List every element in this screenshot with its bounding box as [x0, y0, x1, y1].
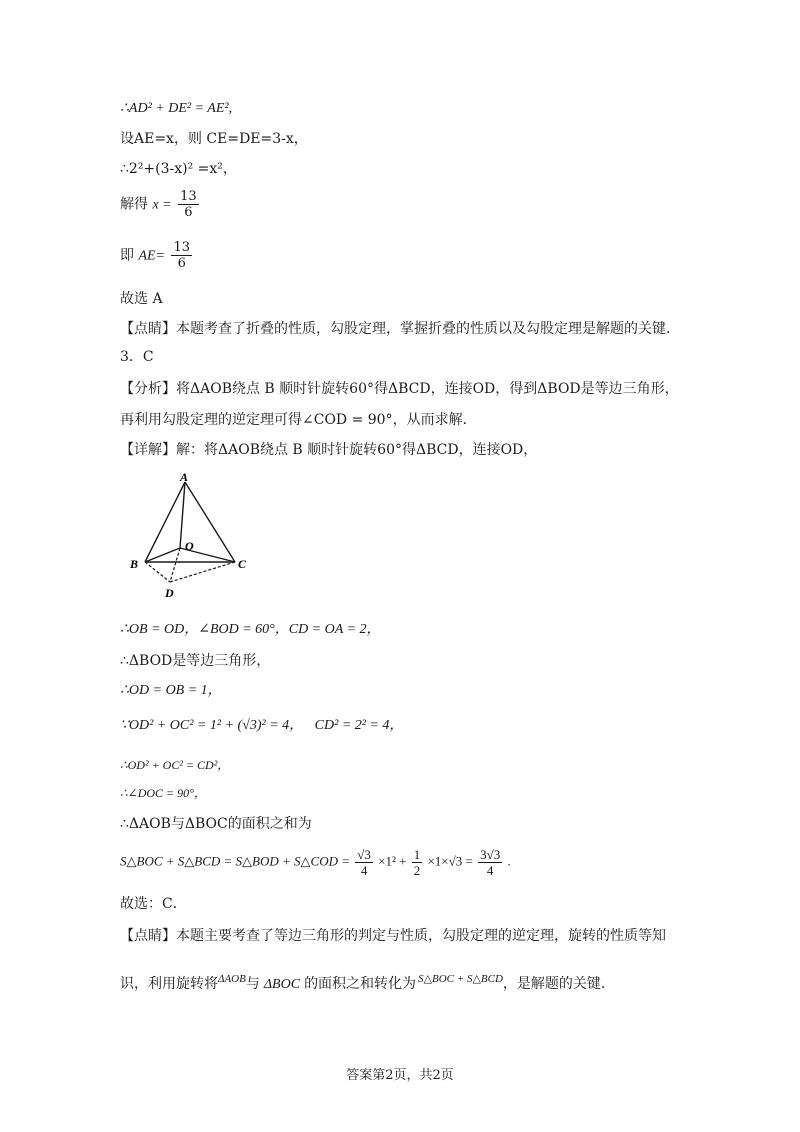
fraction-3sqrt3-4 [478, 848, 502, 877]
area-mid-2: ×1×√3 = [427, 853, 473, 869]
area-end: . [507, 853, 511, 869]
pythagoras-sum: ∵OD² + OC² = 1² + (√3)² = 4， [120, 718, 304, 733]
vertex-label-d: D [165, 586, 174, 600]
fraction-numerator: √3 [357, 847, 371, 862]
text-line-2: 设AE=x，则 CE=DE=3-x， [120, 131, 308, 147]
comment-triangle-boc: ΔBOC [263, 977, 301, 992]
fraction-numerator: 3√3 [480, 847, 501, 862]
fraction-13-6-a [178, 190, 199, 219]
comment-line-2: 【点睛】本题主要考查了等边三角形的判定与性质，勾股定理的逆定理，旋转的性质等知 [120, 928, 666, 944]
detail-line-1: 【详解】解：将ΔAOB绕点 B 顺时针旋转60°得ΔBCD，连接OD， [120, 442, 538, 458]
detail-line-2: ∴OB = OD，∠BOD = 60°，CD = OA = 2， [120, 622, 381, 637]
equation-line-1: ∴AD² + DE² = AE², [120, 101, 233, 116]
fraction-sqrt3-4 [355, 848, 373, 877]
analysis-line-1: 【分析】将ΔAOB绕点 B 顺时针旋转60°得ΔBCD，连接OD，得到ΔBOD是等边三角形， [120, 381, 679, 397]
fraction-denominator: 2 [413, 863, 421, 878]
fraction-numerator: 1 [413, 847, 421, 862]
analysis-line-2: 再利用勾股定理的逆定理可得∠COD = 90°，从而求解． [120, 412, 477, 428]
fraction-denominator: 6 [177, 256, 186, 271]
fraction-numerator: 13 [173, 240, 191, 255]
solution-ae-line [120, 241, 194, 270]
comment-part-c: 与 [245, 976, 260, 992]
page-footer: 答案第2页，共2页 [346, 1068, 454, 1083]
fraction-13-6-b [171, 241, 192, 270]
edge-od [170, 548, 180, 582]
detail-line-3: ∴ΔBOD是等边三角形， [120, 653, 271, 669]
fraction-denominator: 6 [184, 205, 193, 220]
comment-part-e: 的面积之和转化为 [304, 976, 417, 992]
fraction-denominator: 4 [360, 863, 368, 878]
comment-line-3 [120, 974, 615, 992]
solution-x-var: x = [152, 197, 172, 213]
comment-line-1: 【点睛】本题考查了折叠的性质，勾股定理，掌握折叠的性质以及勾股定理是解题的关键． [120, 321, 680, 337]
solution-ae-var: AE= [138, 248, 166, 264]
comment-part-a: 识，利用旋转将 [120, 976, 218, 992]
edge-cd [170, 562, 235, 582]
vertex-label-o: O [185, 539, 194, 553]
area-equation-line [120, 848, 511, 877]
triangle-diagram [128, 470, 258, 610]
answer-line-a: 故选 A [120, 291, 163, 307]
comment-triangle-aob: ΔAOB [218, 973, 246, 985]
fraction-numerator: 13 [180, 189, 197, 204]
solution-ae-prefix: 即 [120, 247, 134, 264]
detail-line-7: ∴∠DOC = 90°， [120, 786, 206, 800]
vertex-label-a: A [180, 470, 189, 484]
area-mid-1: ×1² + [378, 853, 407, 869]
fraction-1-2 [412, 848, 423, 877]
solution-x-prefix: 解得 [120, 196, 148, 213]
question-number-3: 3．C [120, 349, 154, 365]
solution-x-line [120, 190, 201, 219]
edge-bd [145, 562, 170, 582]
comment-part-g: ，是解题的关键． [502, 976, 615, 992]
answer-line-c: 故选：C． [120, 896, 187, 912]
detail-line-8: ∴ΔAOB与ΔBOC的面积之和为 [120, 816, 312, 832]
vertex-label-b: B [130, 557, 139, 571]
vertex-label-c: C [238, 557, 247, 571]
detail-line-4: ∴OD = OB = 1， [120, 683, 222, 698]
equation-line-3: ∴2²+(3-x)² =x²， [120, 161, 237, 177]
detail-line-6: ∴OD² + OC² = CD²， [120, 758, 230, 772]
area-lhs: S△BOC + S△BCD = S△BOD + S△COD = [120, 853, 350, 869]
detail-line-5 [120, 719, 403, 733]
comment-area-sum: S△BOC + S△BCD [418, 973, 503, 985]
fraction-denominator: 4 [486, 863, 494, 878]
cd-squared: CD² = 2² = 4， [314, 718, 404, 733]
